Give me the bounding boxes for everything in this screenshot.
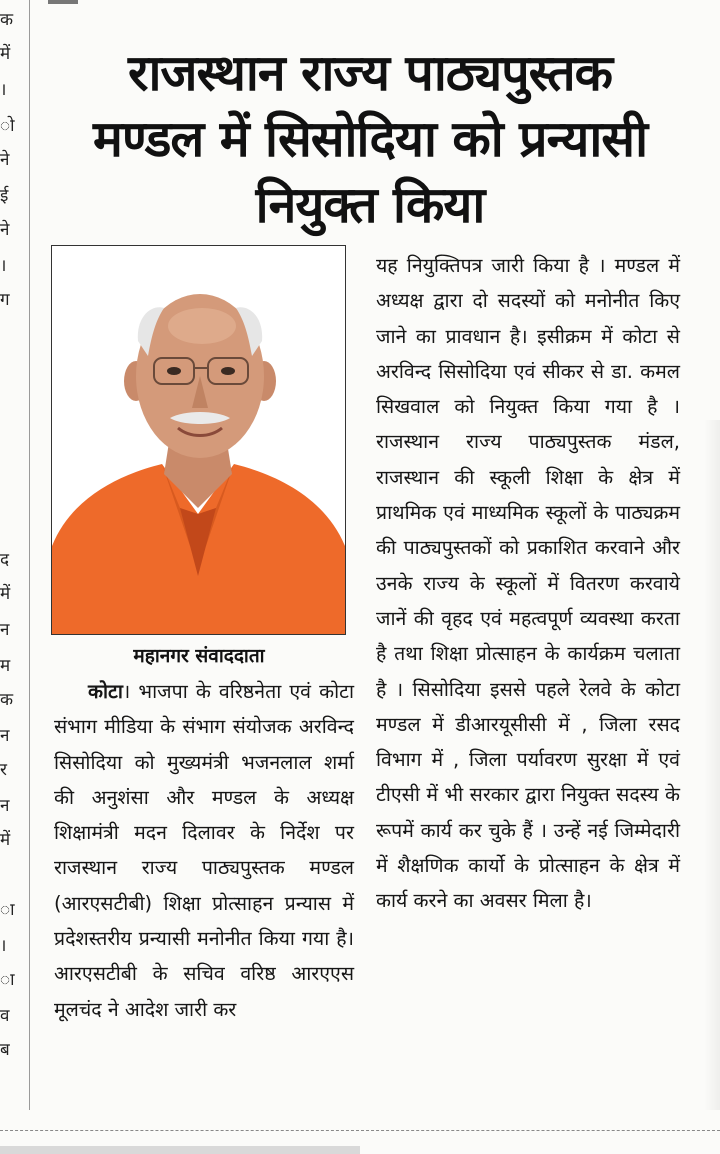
portrait-photo [51, 245, 346, 635]
neighbor-fragment: ा [0, 900, 15, 920]
article-body-left: । भाजपा के वरिष्ठनेता एवं कोटा संभाग मीडिया के संभाग संयोजक अरविन्द सिसोदिया को मुख्यमंत्री भजनलाल शर्मा की अनुशंसा और मण्डल के अध्यक्ष शिक्षामंत्री मदन दिलावर के निर्देश पर राजस्थान राज्य पाठ्यपुस्तक मण्डल (आरएसटीबी) शिक्षा प्रोत्साहन प्रन्यास में प्रदेशस्तरीय प्रन्यासी मनोनीत किया गया है। आरएसटीबी के सचिव वरिष्ठ आरएएस मूलचंद ने आदेश जारी कर [54, 680, 354, 1021]
headline-line: नियुक्त किया [255, 176, 485, 234]
reporter-byline: महानगर संवाददाता [133, 645, 265, 667]
neighbor-fragment: ो [0, 116, 15, 136]
article-headline [40, 40, 700, 238]
neighbor-fragment: । [0, 936, 7, 956]
paper-fold-shadow [704, 420, 720, 1110]
neighbor-fragment: । [0, 256, 7, 276]
neighbor-fragment: व [0, 1006, 10, 1026]
neighbor-fragment: न [0, 726, 10, 746]
next-article-edge [0, 1146, 360, 1154]
neighbor-fragment: में [0, 584, 11, 604]
neighbor-fragment: म [0, 656, 11, 676]
neighbor-fragment: ा [0, 970, 15, 990]
neighbor-fragment: ब [0, 1040, 10, 1060]
article-column-left [54, 674, 354, 1027]
article-body-right: यह नियुक्तिपत्र जारी किया है । मण्डल में अध्यक्ष द्वारा दो सदस्यों को मनोनीत किए जाने का प्रावधान है। इसीक्रम में कोटा से अरविन्द सिसोदिया एवं सीकर से डा. कमल सिखवाल को नियुक्त किया गया है । राजस्थान राज्य पाठ्यपुस्तक मंडल, राजस्थान की स्कूली शिक्षा के क्षेत्र में प्राथमिक एवं माध्यमिक स्कूलों के पाठ्यक्रम की पाठ्यपुस्तकों को प्रकाशित करवाने और उनके राज्य के स्कूलों में वितरण करवाये जानें की वृहद एवं महत्वपूर्ण व्यवस्था करता है तथा शिक्षा प्रोत्साहन के कार्यक्रम चलाता है । सिसोदिया इससे पहले रेलवे के कोटा मण्डल में डीआरयूसीसी में , जिला रसद विभाग में , जिला पर्यावरण सुरक्षा में एवं टीएसी में भी सरकार द्वारा नियुक्त सदस्य के रूपमें कार्य कर चुके हैं । उन्हें नई जिम्मेदारी में शैक्षणिक कार्यो के प्रोत्साहन के क्षेत्र में कार्य करने का अवसर मिला है। [376, 254, 680, 913]
neighbor-fragment: क [0, 10, 14, 30]
bottom-rule [0, 1130, 720, 1131]
neighbor-article-fragment [0, 0, 22, 1110]
headline-line: मण्डल में सिसोदिया को प्रन्यासी [92, 110, 648, 168]
neighbor-fragment: ई [0, 186, 9, 206]
neighbor-fragment: क [0, 690, 14, 710]
neighbor-fragment: ने [0, 150, 10, 170]
neighbor-fragment: र [0, 760, 7, 780]
neighbor-fragment: में [0, 44, 11, 64]
neighbor-fragment: में [0, 830, 11, 850]
neighbor-fragment: न [0, 620, 10, 640]
headline-line: राजस्थान राज्य पाठ्यपुस्तक [128, 44, 612, 102]
neighbor-fragment: ग [0, 290, 10, 310]
neighbor-fragment: द [0, 550, 10, 570]
neighbor-fragment: ने [0, 220, 10, 240]
neighbor-fragment: न [0, 796, 10, 816]
top-rule [48, 0, 78, 4]
article-column-right [376, 248, 680, 919]
dateline: कोटा [88, 680, 123, 703]
neighbor-fragment: । [0, 80, 7, 100]
column-divider [29, 0, 30, 1110]
portrait-illustration [52, 246, 345, 634]
